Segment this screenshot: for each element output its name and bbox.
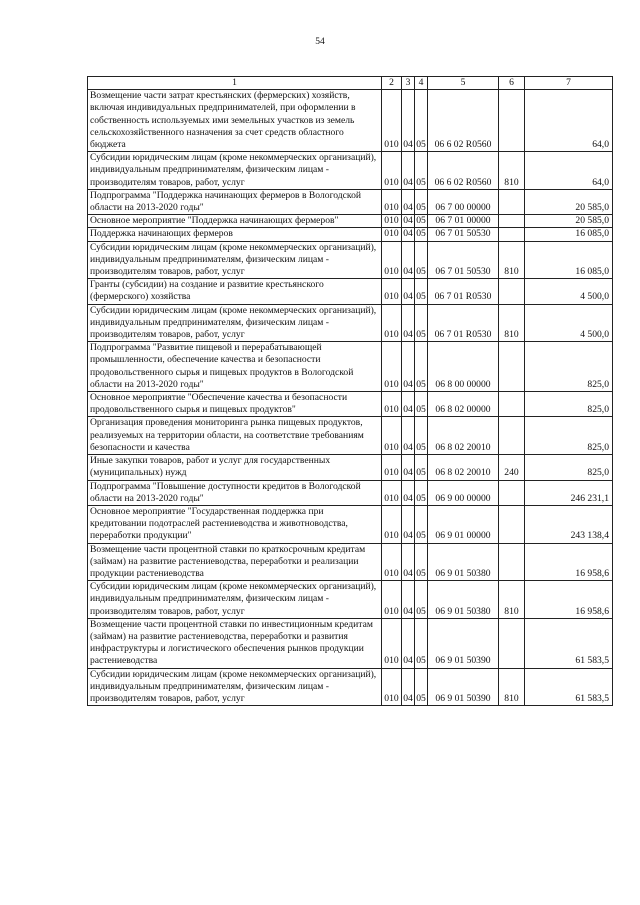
row-name: Организация проведения мониторинга рынка пищевых продуктов, реализуемых на территории области, на соответствие требованиям безопасности и качества <box>88 417 382 455</box>
row-code-subsection: 05 <box>415 480 428 505</box>
row-code-section: 04 <box>402 90 415 152</box>
row-code-section: 04 <box>402 189 415 214</box>
row-code-section: 04 <box>402 417 415 455</box>
row-amount: 243 138,4 <box>525 505 613 543</box>
row-code-expense-type <box>499 543 525 581</box>
row-code-target: 06 6 02 R0560 <box>428 90 499 152</box>
row-code-section: 04 <box>403 215 413 227</box>
row-amount: 825,0 <box>525 392 613 417</box>
row-name: Подпрограмма "Повышение доступности кредитов в Вологодской области на 2013-2020 годы" <box>88 480 382 505</box>
row-code-target: 06 8 02 20010 <box>428 417 499 455</box>
header-cell-4: 4 <box>415 77 428 90</box>
row-code-target: 06 7 01 R0530 <box>428 304 499 342</box>
row-code-subsection: 05 <box>415 241 428 279</box>
row-name: Субсидии юридическим лицам (кроме некоммерческих организаций), индивидуальным предпринимателям, физическим лицам - производителям товаров, работ, услуг <box>88 304 382 342</box>
row-amount: 64,0 <box>525 152 613 190</box>
row-code-subsection: 05 <box>415 505 428 543</box>
row-code-expense-type <box>499 505 525 543</box>
row-code-target: 06 9 00 00000 <box>428 480 499 505</box>
row-code-target: 06 9 01 50380 <box>428 543 499 581</box>
row-code-section: 04 <box>402 279 415 304</box>
row-code-ministry: 010 <box>382 505 402 543</box>
header-cell-5: 5 <box>428 77 499 90</box>
row-code-subsection: 05 <box>416 228 426 240</box>
row-name: Субсидии юридическим лицам (кроме некоммерческих организаций), индивидуальным предпринимателям, физическим лицам - производителям товаров, работ, услуг <box>88 581 382 619</box>
row-code-section: 04 <box>402 618 415 668</box>
row-code-ministry: 010 <box>382 241 402 279</box>
row-code-expense-type: 240 <box>499 455 525 480</box>
row-code-section: 04 <box>402 342 415 392</box>
row-code-target: 06 7 00 00000 <box>428 189 499 214</box>
row-name: Субсидии юридическим лицам (кроме некоммерческих организаций), индивидуальным предпринимателям, физическим лицам - производителям товаров, работ, услуг <box>88 152 382 190</box>
row-code-ministry: 010 <box>382 228 402 241</box>
row-name: Иные закупки товаров, работ и услуг для государственных (муниципальных) нужд <box>88 455 382 480</box>
header-cell-6: 6 <box>499 77 525 90</box>
row-code-section: 04 <box>402 455 415 480</box>
row-amount: 4 500,0 <box>525 304 613 342</box>
row-code-expense-type <box>499 417 525 455</box>
row-name: Возмещение части процентной ставки по инвестиционным кредитам (займам) на развитие растениеводства, переработки и развития инфраструктуры и логистического обеспечения рынков продукции растениеводства <box>88 618 382 668</box>
row-code-ministry: 010 <box>382 392 402 417</box>
table-body <box>88 90 613 706</box>
table-row <box>88 304 613 342</box>
row-code-expense-type <box>499 618 525 668</box>
table-row <box>88 279 613 304</box>
row-amount: 20 585,0 <box>525 189 613 214</box>
row-amount: 16 085,0 <box>525 241 613 279</box>
row-name: Гранты (субсидии) на создание и развитие крестьянского (фермерского) хозяйства <box>88 279 382 304</box>
row-code-expense-type: 810 <box>499 152 525 190</box>
row-amount: 16 958,6 <box>525 581 613 619</box>
row-amount: 4 500,0 <box>525 279 613 304</box>
row-code-ministry: 010 <box>382 342 402 392</box>
row-code-target: 06 9 01 50390 <box>428 668 499 706</box>
row-code-section: 04 <box>402 304 415 342</box>
row-code-ministry: 010 <box>382 455 402 480</box>
row-code-expense-type <box>499 480 525 505</box>
row-code-target: 06 7 01 50530 <box>428 241 499 279</box>
row-code-subsection: 05 <box>415 279 428 304</box>
row-code-subsection: 05 <box>415 392 428 417</box>
table-row <box>88 455 613 480</box>
row-code-subsection: 05 <box>415 90 428 152</box>
row-code-target: 06 6 02 R0560 <box>428 152 499 190</box>
table-row <box>88 668 613 706</box>
row-code-target: 06 9 01 50380 <box>428 581 499 619</box>
row-name: Подпрограмма "Поддержка начинающих фермеров в Вологодской области на 2013-2020 годы" <box>88 189 382 214</box>
row-name: Субсидии юридическим лицам (кроме некоммерческих организаций), индивидуальным предпринимателям, физическим лицам - производителям товаров, работ, услуг <box>88 668 382 706</box>
row-code-section: 04 <box>402 668 415 706</box>
row-code-subsection: 05 <box>415 189 428 214</box>
row-code-section: 04 <box>402 152 415 190</box>
row-code-expense-type: 810 <box>499 304 525 342</box>
row-code-ministry: 010 <box>382 480 402 505</box>
row-code-section: 04 <box>403 228 413 240</box>
row-amount: 64,0 <box>525 90 613 152</box>
table-row <box>88 342 613 392</box>
table-row <box>88 618 613 668</box>
row-code-subsection: 05 <box>415 455 428 480</box>
row-amount: 825,0 <box>525 342 613 392</box>
row-code-ministry: 010 <box>382 543 402 581</box>
row-code-ministry: 010 <box>382 618 402 668</box>
row-code-section: 04 <box>402 543 415 581</box>
row-amount: 61 583,5 <box>525 668 613 706</box>
row-name: Основное мероприятие "Поддержка начинающих фермеров" <box>88 215 382 228</box>
row-name: Возмещение части затрат крестьянских (фермерских) хозяйств, включая индивидуальных предпринимателей, при оформлении в собственность используемых ими земельных участков из земель сельскохозяйственного назначения за счет средств областного бюджета <box>88 90 382 152</box>
row-name: Возмещение части процентной ставки по краткосрочным кредитам (займам) на развитие растениеводства, переработки и реализации продукции растениеводства <box>88 543 382 581</box>
table-row <box>88 189 613 214</box>
row-code-expense-type: 810 <box>499 241 525 279</box>
row-code-subsection: 05 <box>415 417 428 455</box>
row-name: Основное мероприятие "Обеспечение качества и безопасности продовольственного сырья и пищевых продуктов" <box>88 392 382 417</box>
table-row <box>88 417 613 455</box>
header-cell-2: 2 <box>382 77 402 90</box>
row-amount: 20 585,0 <box>525 215 613 228</box>
row-code-subsection: 05 <box>415 342 428 392</box>
row-name: Субсидии юридическим лицам (кроме некоммерческих организаций), индивидуальным предпринимателям, физическим лицам - производителям товаров, работ, услуг <box>88 241 382 279</box>
row-amount: 825,0 <box>525 417 613 455</box>
row-code-subsection: 05 <box>416 215 426 227</box>
row-amount: 16 958,6 <box>525 543 613 581</box>
row-code-expense-type: 810 <box>499 668 525 706</box>
row-code-ministry: 010 <box>382 668 402 706</box>
table-row <box>88 241 613 279</box>
row-code-subsection: 05 <box>415 304 428 342</box>
row-code-target: 06 7 01 R0530 <box>428 279 499 304</box>
row-code-expense-type <box>499 215 525 228</box>
row-code-expense-type <box>499 279 525 304</box>
table-row <box>88 152 613 190</box>
table-row <box>88 505 613 543</box>
row-name: Подпрограмма "Развитие пищевой и перерабатывающей промышленности, обеспечение качества и безопасности продовольственного сырья и пищевых продуктов в Вологодской области на 2013-2020 годы" <box>88 342 382 392</box>
row-code-target: 06 9 01 50390 <box>428 618 499 668</box>
row-amount: 825,0 <box>525 455 613 480</box>
row-code-target: 06 8 02 20010 <box>428 455 499 480</box>
table-row <box>88 543 613 581</box>
row-code-section: 04 <box>402 581 415 619</box>
row-code-section: 04 <box>402 392 415 417</box>
row-code-ministry: 010 <box>382 152 402 190</box>
row-code-target: 06 8 02 00000 <box>428 392 499 417</box>
row-code-target: 06 8 00 00000 <box>428 342 499 392</box>
row-name: Поддержка начинающих фермеров <box>88 228 382 241</box>
row-code-expense-type <box>499 228 525 241</box>
row-code-subsection: 05 <box>415 581 428 619</box>
row-code-section: 04 <box>402 505 415 543</box>
row-code-subsection: 05 <box>415 543 428 581</box>
row-code-expense-type: 810 <box>499 581 525 619</box>
table-row <box>88 215 613 228</box>
row-code-target: 06 9 01 00000 <box>428 505 499 543</box>
row-amount: 246 231,1 <box>525 480 613 505</box>
header-cell-name: 1 <box>88 77 382 90</box>
row-code-ministry: 010 <box>382 215 402 228</box>
page-number: 54 <box>315 37 325 47</box>
row-code-expense-type <box>499 189 525 214</box>
row-code-ministry: 010 <box>382 90 402 152</box>
table-row <box>88 90 613 152</box>
row-code-section: 04 <box>402 480 415 505</box>
row-code-ministry: 010 <box>382 581 402 619</box>
table-row <box>88 228 613 241</box>
budget-table <box>87 76 613 706</box>
row-code-expense-type <box>499 392 525 417</box>
header-cell-7: 7 <box>525 77 613 90</box>
row-amount: 61 583,5 <box>525 618 613 668</box>
header-cell-3: 3 <box>402 77 415 90</box>
row-code-ministry: 010 <box>382 417 402 455</box>
row-amount: 16 085,0 <box>525 228 613 241</box>
row-code-subsection: 05 <box>415 152 428 190</box>
row-code-expense-type <box>499 342 525 392</box>
row-code-subsection: 05 <box>415 618 428 668</box>
row-code-ministry: 010 <box>382 189 402 214</box>
table-row <box>88 480 613 505</box>
row-code-subsection: 05 <box>415 668 428 706</box>
row-code-ministry: 010 <box>382 304 402 342</box>
table-header-row <box>88 77 613 90</box>
row-code-target: 06 7 01 00000 <box>428 215 499 228</box>
table-row <box>88 581 613 619</box>
row-code-expense-type <box>499 90 525 152</box>
row-name: Основное мероприятие "Государственная поддержка при кредитовании подотраслей растениеводства и животноводства, переработки продукции" <box>88 505 382 543</box>
row-code-ministry: 010 <box>382 279 402 304</box>
table-row <box>88 392 613 417</box>
row-code-target: 06 7 01 50530 <box>428 228 499 241</box>
row-code-section: 04 <box>402 241 415 279</box>
